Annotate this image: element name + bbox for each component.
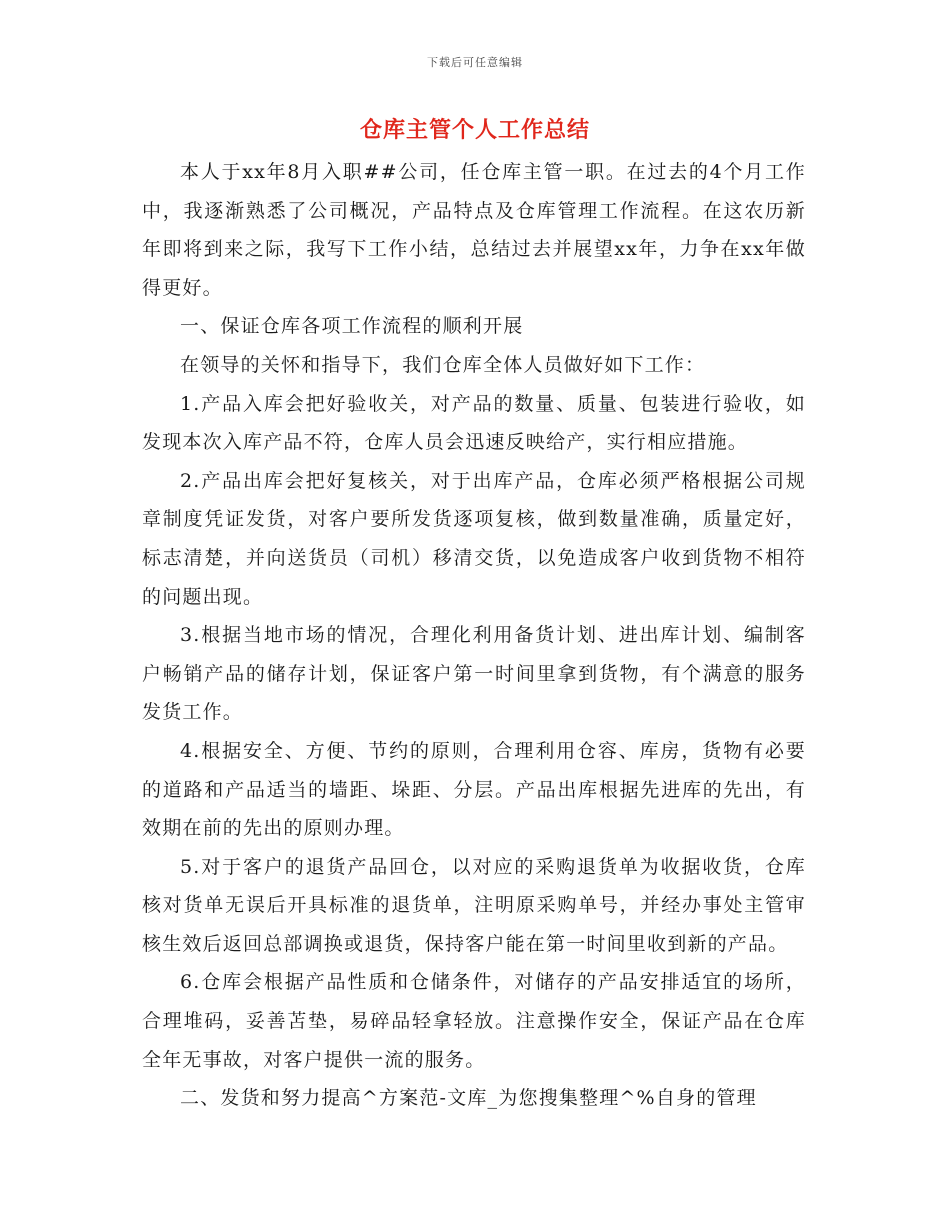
document-title: 仓库主管个人工作总结 [359,117,590,143]
list-item-4: 4.根据安全、方便、节约的原则，合理利用仓容、库房，货物有必要的道路和产品适当的墙距、垛距、分层。产品出库根据先进库的先出，有效期在前的先出的原则办理。 [142,739,806,840]
header-note: 下载后可任意编辑 [427,56,523,69]
section-heading-2: 二、发货和努力提高^方案范-文库_为您搜集整理^%自身的管理 [180,1087,757,1110]
paragraph-lead: 在领导的关怀和指导下，我们仓库全体人员做好如下工作： [180,353,706,376]
list-item-1: 1.产品入库会把好验收关，对产品的数量、质量、包装进行验收，如发现本次入库产品不符，仓库人员会迅速反映给产，实行相应措施。 [142,392,806,454]
list-item-2: 2.产品出库会把好复核关，对于出库产品，仓库必须严格根据公司规章制度凭证发货，对客户要所发货逐项复核，做到数量准确，质量定好，标志清楚，并向送货员（司机）移清交货，以免造成客户收到货物不相符的问题出现。 [142,469,806,608]
paragraph-intro: 本人于xx年8月入职##公司，任仓库主管一职。在过去的4个月工作中，我逐渐熟悉了公司概况，产品特点及仓库管理工作流程。在这农历新年即将到来之际，我写下工作小结，总结过去并展望xx年，力争在xx年做得更好。 [142,161,806,299]
list-item-6: 6.仓库会根据产品性质和仓储条件，对储存的产品安排适宜的场所，合理堆码，妥善苫垫，易碎品轻拿轻放。注意操作安全，保证产品在仓库全年无事故，对客户提供一流的服务。 [142,971,806,1071]
section-heading-1: 一、保证仓库各项工作流程的顺利开展 [180,315,524,338]
document-body [142,153,806,1118]
list-item-5: 5.对于客户的退货产品回仓，以对应的采购退货单为收据收货，仓库核对货单无误后开具标准的退货单，注明原采购单号，并经办事处主管审核生效后返回总部调换或退货，保持客户能在第一时间里收到新的产品。 [142,855,806,955]
list-item-3: 3.根据当地市场的情况，合理化利用备货计划、进出库计划、编制客户畅销产品的储存计划，保证客户第一时间里拿到货物，有个满意的服务发货工作。 [142,624,806,724]
